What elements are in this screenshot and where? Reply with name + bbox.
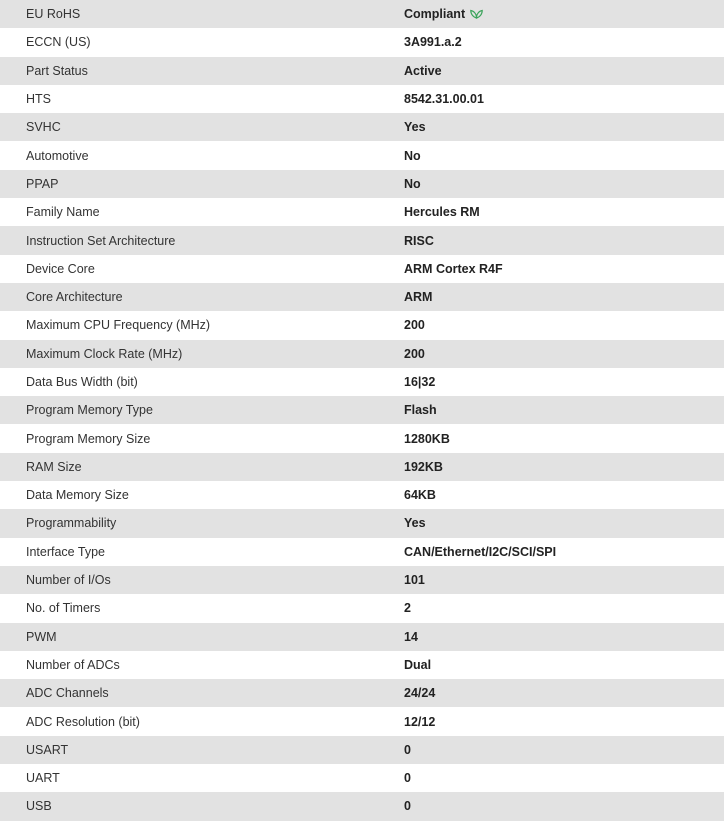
spec-row-program-memory-size [0,424,724,452]
spec-row-automotive [0,141,724,169]
spec-row-svhc [0,113,724,141]
spec-label: UART [26,771,60,786]
spec-label: Interface Type [26,544,105,559]
spec-label: Number of ADCs [26,657,120,672]
spec-label: Program Memory Type [26,403,153,418]
spec-label: ADC Channels [26,686,109,701]
spec-value: 0 [404,771,411,786]
spec-row-core-architecture [0,283,724,311]
spec-row-number-of-ios [0,566,724,594]
spec-value: Yes [404,120,426,135]
spec-value-cell [378,0,724,28]
spec-label: USB [26,799,52,814]
spec-label: Program Memory Size [26,431,151,446]
spec-value: No [404,176,421,191]
spec-row-part-status [0,57,724,85]
spec-value: 0 [404,799,411,814]
spec-value: 14 [404,629,418,644]
spec-value: CAN/Ethernet/I2C/SCI/SPI [404,544,557,559]
spec-value: 12/12 [404,714,436,729]
spec-label: Family Name [26,205,100,220]
spec-label: ECCN (US) [26,35,91,50]
spec-label: Part Status [26,63,88,78]
spec-label: RAM Size [26,459,82,474]
spec-value: ARM [404,290,433,305]
spec-value: Flash [404,403,437,418]
spec-row-isa [0,226,724,254]
spec-value: ARM Cortex R4F [404,261,503,276]
spec-value: 24/24 [404,686,436,701]
spec-label: Data Bus Width (bit) [26,375,138,389]
spec-row-interface-type [0,538,724,566]
spec-row-family-name [0,198,724,226]
spec-label: Maximum CPU Frequency (MHz) [26,318,211,333]
spec-label: Automotive [26,148,89,163]
spec-label: Programmability [26,516,117,531]
spec-label: EU RoHS [26,7,81,22]
spec-label: PWM [26,629,57,644]
spec-row-uart [0,764,724,792]
spec-label: No. of Timers [26,601,101,616]
spec-row-program-memory-type [0,396,724,424]
spec-label: PPAP [26,176,59,191]
spec-label: Number of I/Os [26,573,111,588]
spec-value: Dual [404,657,432,672]
spec-label: Data Memory Size [26,488,129,503]
spec-value: 64KB [404,488,436,503]
spec-label: Device Core [26,261,95,276]
spec-row-timers [0,594,724,622]
spec-value: RISC [404,233,434,248]
spec-row-number-of-adcs [0,651,724,679]
spec-row-ram-size [0,453,724,481]
spec-value: No [404,148,421,163]
spec-value: Compliant [404,6,466,21]
spec-row-eu-rohs [0,0,724,28]
spec-label: SVHC [26,120,61,135]
spec-label: USART [26,742,69,757]
spec-value: Active [404,63,442,78]
spec-value: 1280KB [404,431,450,446]
spec-label: HTS [26,92,51,107]
spec-label: ADC Resolution (bit) [26,714,140,729]
spec-value: 0 [404,742,411,757]
spec-value: Hercules RM [404,205,480,220]
spec-value: 101 [404,573,425,588]
spec-label: Instruction Set Architecture [26,233,176,248]
spec-value: 2 [404,601,411,616]
spec-value: 192KB [404,459,443,474]
spec-row-device-core [0,255,724,283]
spec-row-max-clock-rate [0,340,724,368]
spec-row-max-cpu-frequency [0,311,724,339]
spec-row-usb [0,792,724,820]
spec-row-programmability [0,509,724,537]
spec-row-adc-channels [0,679,724,707]
spec-row-data-bus-width [0,368,724,396]
spec-row-pwm [0,623,724,651]
spec-row-adc-resolution [0,707,724,735]
spec-label: Core Architecture [26,290,123,305]
spec-value: 200 [404,346,425,361]
spec-row-eccn [0,28,724,56]
spec-row-ppap [0,170,724,198]
spec-label: Maximum Clock Rate (MHz) [26,346,183,361]
spec-row-hts [0,85,724,113]
spec-value: 8542.31.00.01 [404,92,484,107]
spec-value: 200 [404,318,425,333]
spec-row-data-memory-size [0,481,724,509]
spec-value: 3A991.a.2 [404,35,462,50]
spec-value: Yes [404,516,426,531]
spec-row-usart [0,736,724,764]
leaf-icon [470,8,483,22]
spec-value: 16|32 [404,375,436,389]
